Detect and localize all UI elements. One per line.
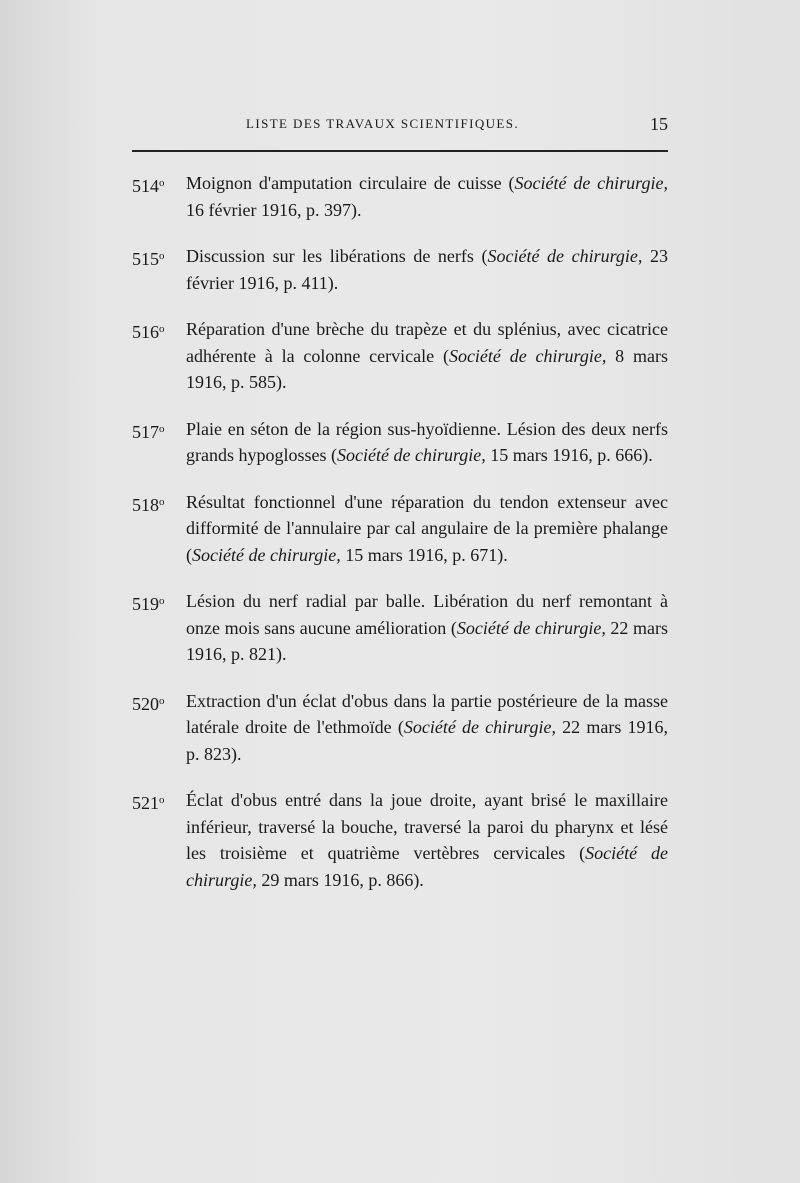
running-title: LISTE DES TRAVAUX SCIENTIFIQUES. xyxy=(246,116,520,131)
entry-text: Résultat fonctionnel d'une réparation du tendon extenseur avec difformité de l'annulaire par cal angulaire de la première phalange (Société de chirurgie, 15 mars 1916, p. 671). xyxy=(186,491,668,565)
entry-number: 520$^o$ xyxy=(132,693,165,714)
entry-number: 516$^o$ xyxy=(132,322,165,342)
list-item xyxy=(132,243,668,296)
list-item xyxy=(132,688,668,768)
entry-number: 515$^o$ xyxy=(132,249,165,269)
page-header xyxy=(132,116,668,138)
list-item xyxy=(132,588,668,668)
entry-number: 521$^o$ xyxy=(132,793,165,813)
entry-text: Plaie en séton de la région sus-hyoïdienne. Lésion des deux nerfs grands hypoglosses (Société de chirurgie, 15 mars 1916, p. 666). xyxy=(186,418,668,465)
entry-number: 519$^o$ xyxy=(132,594,165,614)
entry-number: 517$^o$ xyxy=(132,421,165,442)
list-item xyxy=(132,787,668,893)
entry-text: Extraction d'un éclat d'obus dans la partie postérieure de la masse latérale droite de l'ethmoïde (Société de chirurgie, 22 mars 1916, p. 823). xyxy=(186,690,668,764)
entry-text: Lésion du nerf radial par balle. Libération du nerf remontant à onze mois sans aucune amélioration (Société de chirurgie, 22 mars 1916, p. 821). xyxy=(186,591,668,664)
entry-list xyxy=(132,170,668,913)
entry-text: Discussion sur les libérations de nerfs (Société de chirurgie, 23 février 1916, p. 411). xyxy=(186,246,669,293)
entry-text: Éclat d'obus entré dans la joue droite, ayant brisé le maxillaire inférieur, traversé la bouche, traversé la paroi du pharynx et lésé les troisième et quatrième vertèbres cervicales (Société de chirurgie, 29 mars 1916, p. 866). xyxy=(186,790,668,890)
list-item xyxy=(132,170,668,223)
entry-text: Moignon d'amputation circulaire de cuisse (Société de chirurgie, 16 février 1916, p. 397). xyxy=(186,173,668,220)
page-number: 15 xyxy=(650,114,668,134)
header-rule xyxy=(132,150,668,152)
list-item xyxy=(132,316,668,396)
entry-number: 518$^o$ xyxy=(132,494,165,515)
list-item xyxy=(132,489,668,569)
entry-number: 514$^o$ xyxy=(132,176,165,196)
list-item xyxy=(132,416,668,469)
entry-text: Réparation d'une brèche du trapèze et du splénius, avec cicatrice adhérente à la colonne cervicale (Société de chirurgie, 8 mars 1916, p. 585). xyxy=(186,319,668,392)
